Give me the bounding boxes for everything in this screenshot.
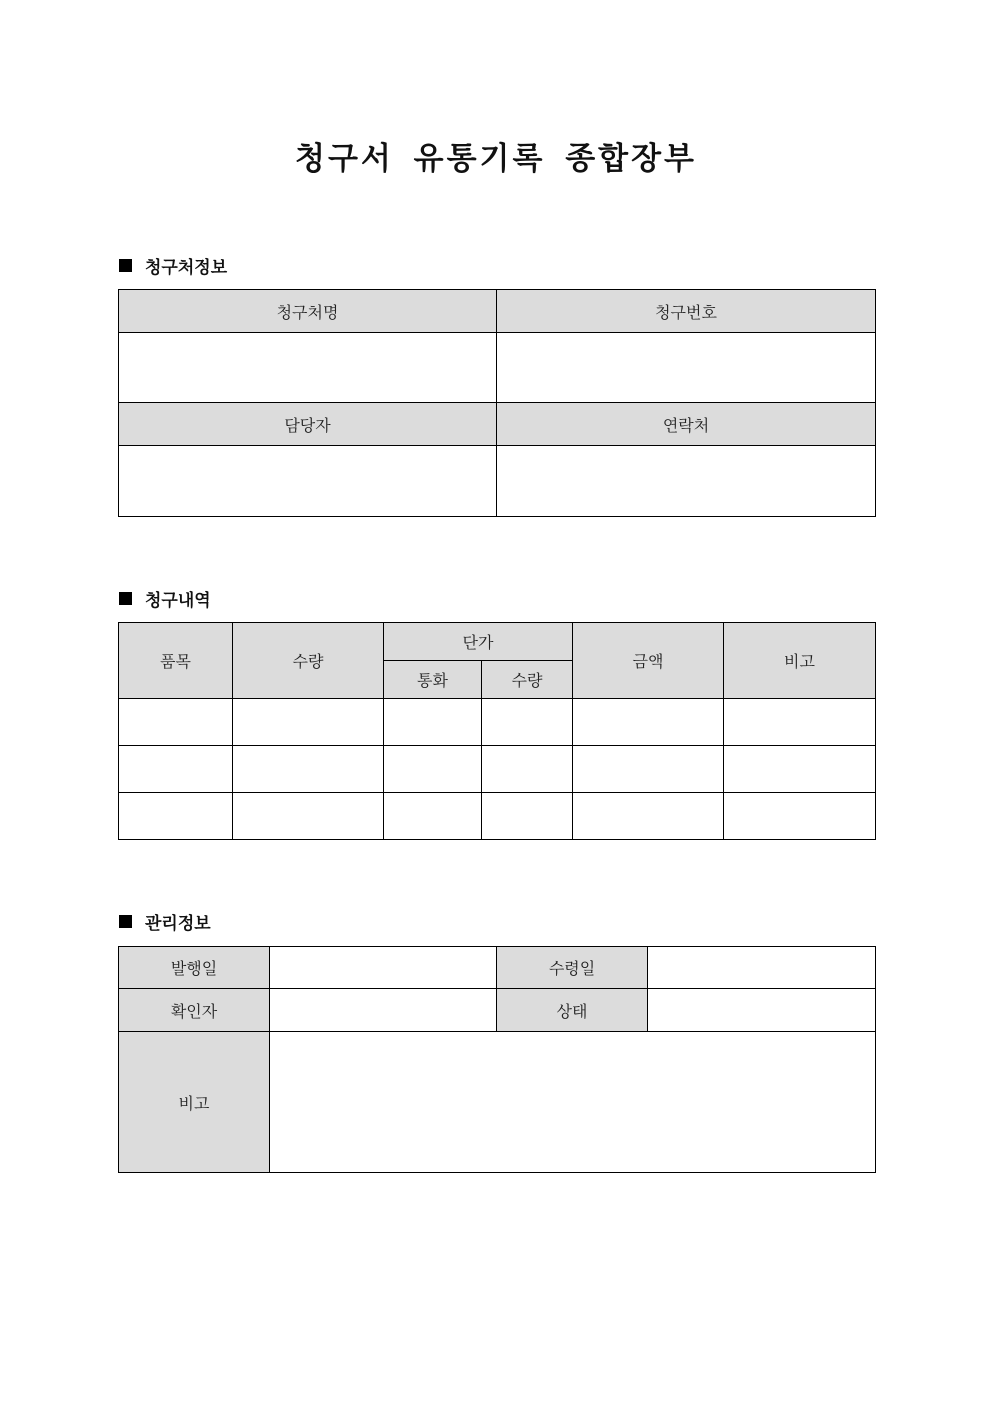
header-amount: 금액 [573,623,724,699]
label-requester-name: 청구처명 [119,290,497,333]
cell-item[interactable] [119,699,233,746]
label-request-number: 청구번호 [497,290,876,333]
table-row [119,746,876,793]
header-currency: 통화 [384,661,482,699]
square-bullet-icon [119,259,132,272]
cell-amount[interactable] [573,793,724,840]
field-issue-date[interactable] [270,947,497,989]
section-heading-text: 관리정보 [145,914,211,934]
label-note: 비고 [119,1032,270,1173]
square-bullet-icon [119,915,132,928]
cell-note[interactable] [724,746,876,793]
field-confirmer[interactable] [270,989,497,1032]
label-contact-person: 담당자 [119,403,497,446]
cell-note[interactable] [724,793,876,840]
cell-item[interactable] [119,793,233,840]
cell-currency[interactable] [384,793,482,840]
cell-quantity[interactable] [233,793,384,840]
document-title: 청구서 유통기록 종합장부 [295,141,697,177]
cell-currency[interactable] [384,746,482,793]
label-issue-date: 발행일 [119,947,270,989]
cell-unit-quantity[interactable] [482,793,573,840]
cell-amount[interactable] [573,699,724,746]
cell-item[interactable] [119,746,233,793]
field-contact-info[interactable] [497,446,876,517]
cell-unit-quantity[interactable] [482,746,573,793]
field-contact-person[interactable] [119,446,497,517]
cell-amount[interactable] [573,746,724,793]
label-confirmer: 확인자 [119,989,270,1032]
cell-quantity[interactable] [233,746,384,793]
field-note[interactable] [270,1032,876,1173]
header-unit-price: 단가 [384,623,573,661]
field-status[interactable] [648,989,876,1032]
header-unit-quantity: 수량 [482,661,573,699]
section-heading-details [119,586,211,611]
label-receipt-date: 수령일 [497,947,648,989]
cell-unit-quantity[interactable] [482,699,573,746]
field-requester-name[interactable] [119,333,497,403]
header-quantity: 수량 [233,623,384,699]
field-request-number[interactable] [497,333,876,403]
cell-note[interactable] [724,699,876,746]
section-heading-text: 청구처정보 [145,258,228,278]
cell-currency[interactable] [384,699,482,746]
requester-info-table [118,289,876,517]
table-row [119,699,876,746]
header-item: 품목 [119,623,233,699]
square-bullet-icon [119,592,132,605]
field-receipt-date[interactable] [648,947,876,989]
section-heading-management [119,909,211,934]
cell-quantity[interactable] [233,699,384,746]
header-note: 비고 [724,623,876,699]
section-heading-requester [119,253,227,278]
section-heading-text: 청구내역 [145,591,211,611]
management-info-table [118,946,876,1173]
billing-details-table [118,622,876,840]
table-row [119,793,876,840]
label-contact-info: 연락처 [497,403,876,446]
label-status: 상태 [497,989,648,1032]
